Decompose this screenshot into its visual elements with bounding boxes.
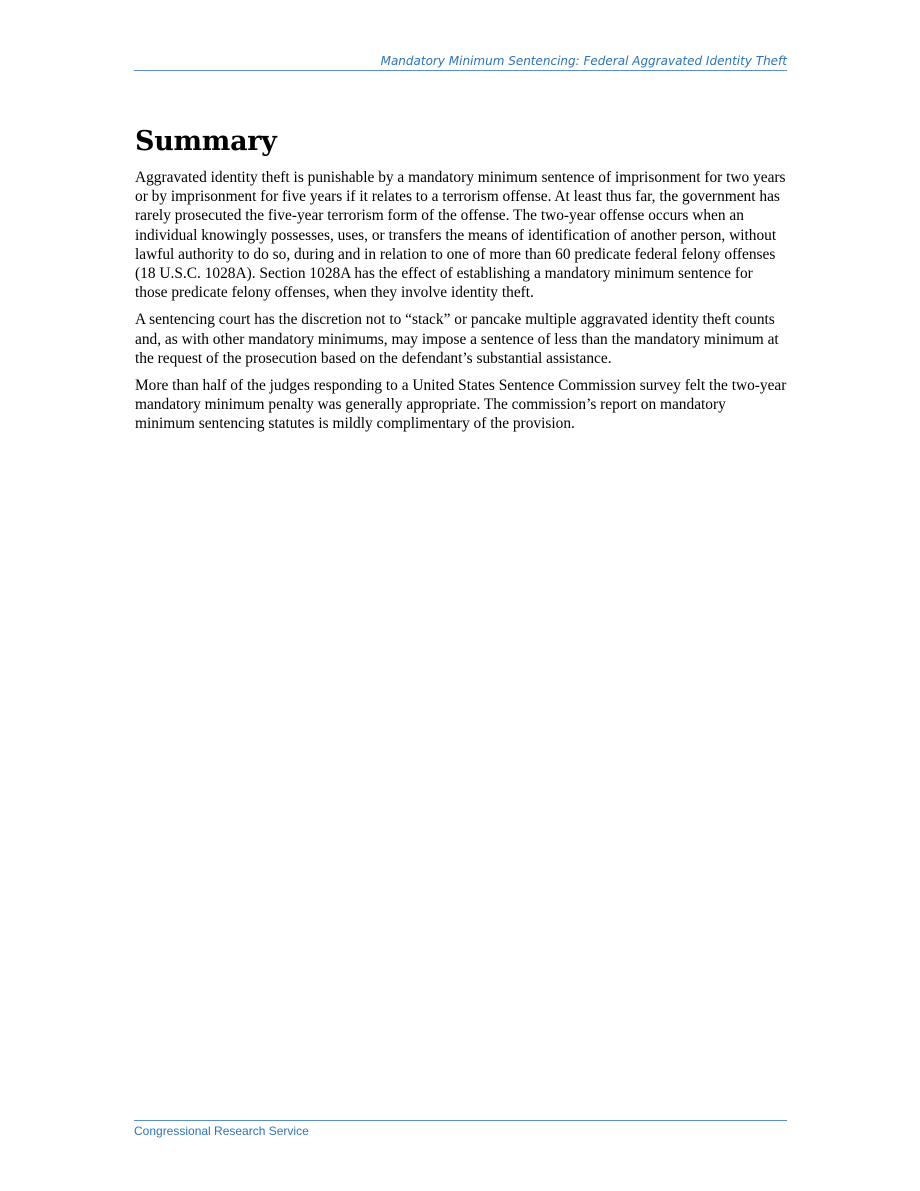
summary-paragraph-2: A sentencing court has the discretion not to “stack” or pancake multiple aggravated identity theft counts and, as with other mandatory minimums, may impose a sentence of less than the mandatory minimum at the request of the prosecution based on the defendant’s substantial assistance. (135, 311, 779, 367)
running-header (134, 54, 787, 71)
summary-paragraph-3: More than half of the judges responding to a United States Sentence Commission survey felt the two-year mandatory minimum penalty was generally appropriate. The commission’s report on mandatory minimum sentencing statutes is mildly complimentary of the provision. (135, 377, 787, 433)
summary-paragraph-1: Aggravated identity theft is punishable by a mandatory minimum sentence of imprisonment for two years or by imprisonment for five years if it relates to a terrorism offense. At least thus far, the government has rarely prosecuted the five-year terrorism form of the offense. The two-year offense occurs when an individual knowingly possesses, uses, or transfers the means of identification of another person, without lawful authority to do so, during and in relation to one of more than 60 predicate federal felony offenses (18 U.S.C. 1028A). Section 1028A has the effect of establishing a mandatory minimum sentence for those predicate felony offenses, when they involve identity theft. (135, 169, 786, 302)
summary-section (135, 122, 787, 442)
running-header-title: Mandatory Minimum Sentencing: Federal Aggravated Identity Theft (380, 54, 787, 68)
running-footer (134, 1120, 787, 1138)
footer-organization: Congressional Research Service (134, 1124, 309, 1138)
section-heading: Summary (135, 126, 277, 157)
